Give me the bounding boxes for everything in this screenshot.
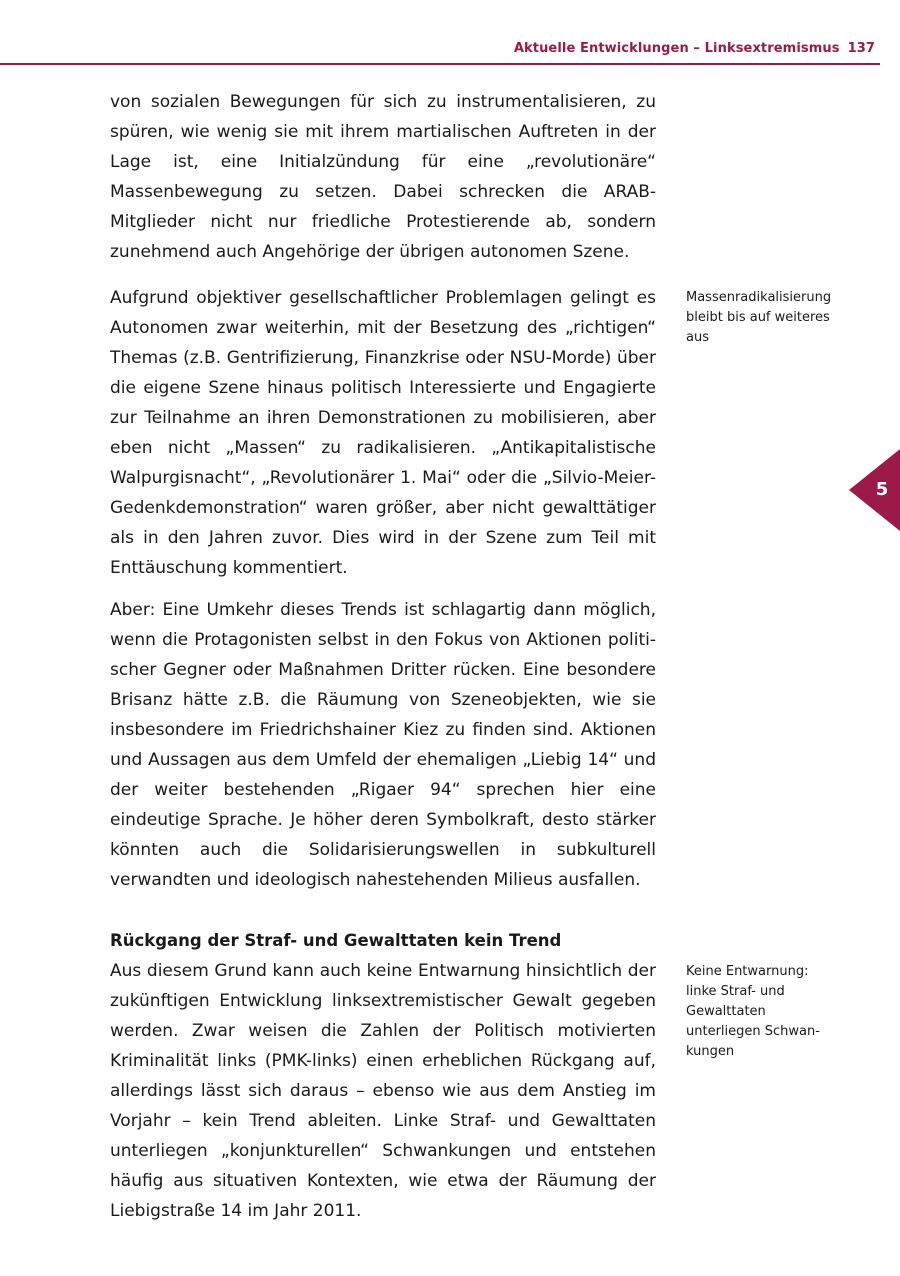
body-paragraph-2	[110, 283, 656, 583]
body-paragraph-4	[110, 956, 656, 1226]
page-number: 137	[847, 41, 875, 56]
margin-note-1: Massenradikalisierung bleibt bis auf weiteres aus	[686, 290, 832, 345]
running-header	[514, 41, 875, 56]
running-title: Aktuelle Entwicklungen – Linksextremismus	[513, 41, 840, 56]
margin-note-2: Keine Entwarnung: linke Straf- und Gewalttaten unterliegen Schwankungen	[686, 964, 820, 1059]
paragraph-text: Aber: Eine Umkehr dieses Trends ist schlagartig dann möglich, wenn die Protagonisten selbst in den Fokus von Aktionen politischer Gegner oder Maßnahmen Dritter rücken. Eine besondere Brisanz hätte z.B. die Räumung von Szeneobjekten, wie sie insbesondere im Friedrichshainer Kiez zu finden sind. Aktionen und Aussagen aus dem Umfeld der ehemaligen „Liebig 14“ und der weiter bestehenden „Rigaer 94“ sprechen hier eine eindeutige Sprache. Je höher deren Symbolkraft, desto stärker könnten auch die Solidarisierungswellen in subkulturell verwandten und ideologisch nahestehenden Milieus ausfallen.	[110, 600, 656, 890]
chapter-number: 5	[875, 479, 889, 500]
body-paragraph-3	[110, 595, 656, 895]
paragraph-text: Aufgrund objektiver gesellschaftlicher Problemlagen gelingt es Autonomen zwar weiterhin, mit der Besetzung des „richtigen“ Themas (z.B. Gentrifizierung, Finanzkrise oder NSU-Morde) über die eigene Szene hinaus politisch Interessierte und Engagierte zur Teilnahme an ihren Demonstrationen zu mobilisieren, aber eben nicht „Massen“ zu radikalisieren. „Antikapitalistische Walpurgisnacht“, „Revolutionärer 1. Mai“ oder die „Silvio-Meier-Gedenkdemonstration“ waren größer, aber nicht gewalttätiger als in den Jahren zuvor. Dies wird in der Szene zum Teil mit Enttäuschung kommentiert.	[110, 288, 656, 578]
section-heading: Rückgang der Straf- und Gewalttaten kein Trend	[110, 931, 562, 950]
paragraph-text: Aus diesem Grund kann auch keine Entwarnung hinsichtlich der zukünftigen Entwicklung linksextremistischer Gewalt gegeben werden. Zwar weisen die Zahlen der Politisch motivierten Kriminalität links (PMK-links) einen erheblichen Rückgang auf, allerdings lässt sich daraus – ebenso wie aus dem Anstieg im Vorjahr – kein Trend ableiten. Linke Straf- und Gewalttaten unterliegen „konjunkturellen“ Schwankungen und entstehen häufig aus situativen Kontexten, wie etwa der Räumung der Liebigstraße 14 im Jahr 2011.	[110, 961, 656, 1221]
header-rule	[0, 63, 880, 65]
body-paragraph-1	[110, 87, 656, 267]
paragraph-text: von sozialen Bewegungen für sich zu instrumentalisieren, zu spüren, wie wenig sie mit ihrem martialischen Auftreten in der Lage ist, eine Initialzündung für eine „revolutionäre“ Massenbewegung zu setzen. Dabei schrecken die ARAB-Mitglieder nicht nur friedliche Protestierende ab, sondern zunehmend auch Angehörige der übrigen autonomen Szene.	[110, 92, 656, 262]
